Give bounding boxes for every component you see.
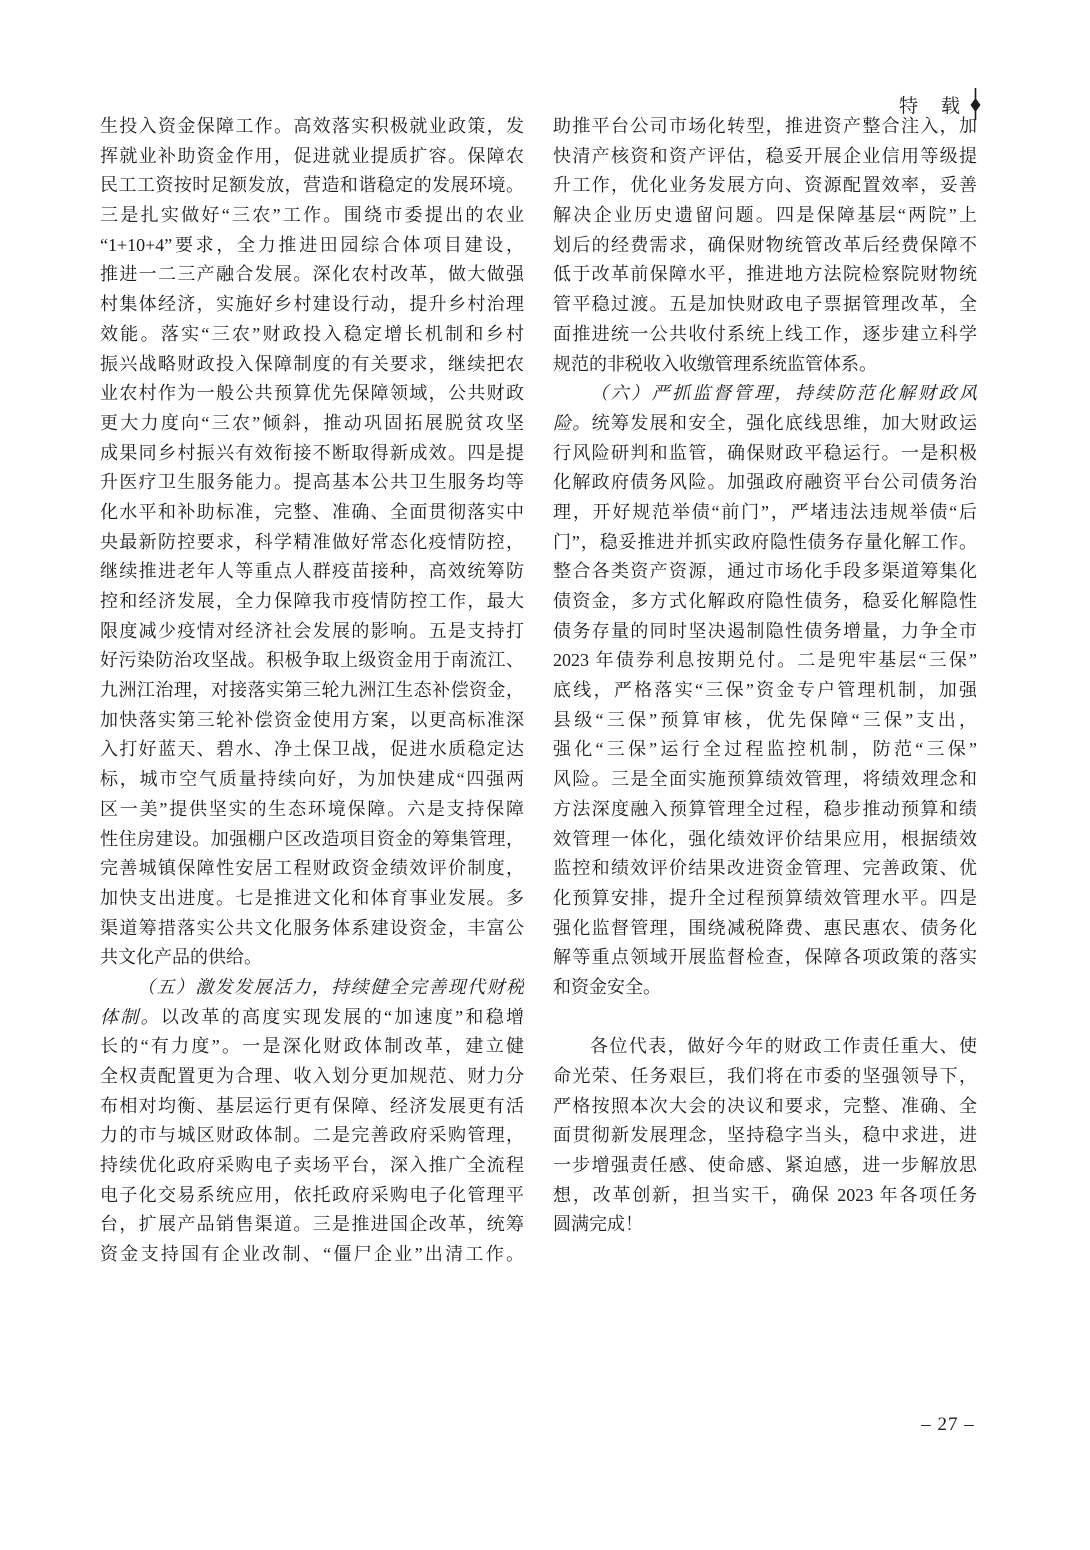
text-line: 规范的非税收入收缴管理系统监管体系。 <box>553 353 877 374</box>
section-label: 特 载 <box>898 95 962 117</box>
text-line: 持续优化政府采购电子卖场平台，深入推广全流程 <box>100 1155 524 1176</box>
text-line: 命光荣、任务艰巨，我们将在市委的坚强领导下， <box>553 1066 977 1086</box>
text-line: 各位代表，做好今年的财政工作责任重大、使 <box>590 1036 977 1057</box>
text-line: （六）严抓监督管理，持续防范化解财政风 <box>590 383 977 404</box>
left-text-column <box>100 112 524 1270</box>
text-line: 解决企业历史遗留问题。四是保障基层“两院”上 <box>553 205 977 226</box>
text-line: 解等重点领域开展监督检查，保障各项政策的落实 <box>553 947 977 968</box>
text-line: 布相对均衡、基层运行更有保障、经济发展更有活 <box>100 1095 524 1116</box>
text-line: 化水平和补助标准，完整、准确、全面贯彻落实中 <box>100 501 524 522</box>
text-line: 台，扩展产品销售渠道。三是推进国企改革，统筹 <box>100 1214 524 1235</box>
text-line: 长的“有力度”。一是深化财政体制改革，建立健 <box>100 1036 524 1057</box>
text-line: 控和经济发展，全力保障我市疫情防控工作，最大 <box>100 591 524 611</box>
text-line: 助推平台公司市场化转型，推进资产整合注入，加 <box>553 116 977 136</box>
text-line: 成果同乡村振兴有效衔接不断取得新成效。四是提 <box>100 442 524 463</box>
text-line: 升医疗卫生服务能力。提高基本公共卫生服务均等 <box>100 472 524 493</box>
text-line: 升工作，优化业务发展方向、资源配置效率，妥善 <box>553 175 977 196</box>
text-line: 风险。三是全面实施预算绩效管理，将绩效理念和 <box>553 769 977 790</box>
text-line: 更大力度向“三农”倾斜，推动巩固拓展脱贫攻坚 <box>100 412 524 433</box>
text-line: 效能。落实“三农”财政投入稳定增长机制和乡村 <box>100 323 524 344</box>
text-line: 好污染防治攻坚战。积极争取上级资金用于南流江、 <box>100 650 524 671</box>
text-line: 入打好蓝天、碧水、净土保卫战，促进水质稳定达 <box>100 739 524 760</box>
text-line: 业农村作为一般公共预算优先保障领域，公共财政 <box>100 383 524 404</box>
text-line: 圆满完成！ <box>553 1214 643 1235</box>
text-line: 面贯彻新发展理念，坚持稳字当头，稳中求进，进 <box>553 1125 977 1146</box>
text-line: 三是扎实做好“三农”工作。围绕市委提出的农业 <box>100 205 524 226</box>
text-line: 九洲江治理，对接落实第三轮九洲江生态补偿资金， <box>100 680 524 701</box>
text-line: 继续推进老年人等重点人群疫苗接种，高效统筹防 <box>100 561 524 582</box>
text-line: 化解政府债务风险。加强政府融资平台公司债务治 <box>553 472 977 493</box>
text-line: 加快支出进度。七是推进文化和体育事业发展。多 <box>100 887 524 908</box>
text-line: 振兴战略财政投入保障制度的有关要求，继续把农 <box>100 353 524 374</box>
text-line: 监控和绩效评价结果改进资金管理、完善政策、优 <box>553 858 977 879</box>
page-number: – 27 – <box>921 1414 975 1435</box>
text-line: 化预算安排，提升全过程预算绩效管理水平。四是 <box>553 887 977 908</box>
text-line: 标，城市空气质量持续向好，为加快建成“四强两 <box>100 769 524 790</box>
text-line: 民工工资按时足额发放，营造和谐稳定的发展环境。 <box>100 175 524 196</box>
text-line: 推进一二三产融合发展。深化农村改革，做大做强 <box>100 264 524 285</box>
text-line: 效管理一体化，强化绩效评价结果应用，根据绩效 <box>553 828 977 849</box>
text-line: 力的市与城区财政体制。二是完善政府采购管理， <box>100 1125 524 1146</box>
text-line: 一步增强责任感、使命感、紧迫感，进一步解放思 <box>553 1155 977 1176</box>
text-line: 整合各类资产资源，通过市场化手段多渠道筹集化 <box>553 561 977 582</box>
right-text-column <box>553 112 977 1240</box>
text-line: 县级“三保”预算审核，优先保障“三保”支出， <box>553 709 977 730</box>
text-line: 资金支持国有企业改制、“僵尸企业”出清工作。 <box>100 1244 524 1265</box>
text-line: 全权责配置更为合理、收入划分更加规范、财力分 <box>100 1066 524 1086</box>
text-line: 底线，严格落实“三保”资金专户管理机制，加强 <box>553 680 977 701</box>
text-line: 2023 年债券利息按期兑付。二是兜牢基层“三保” <box>553 650 977 671</box>
text-line: 限度减少疫情对经济社会发展的影响。五是支持打 <box>100 620 524 641</box>
text-line: 加快落实第三轮补偿资金使用方案，以更高标准深 <box>100 709 524 730</box>
text-line <box>553 1003 977 1033</box>
text-line: 方法深度融入预算管理全过程，稳步推动预算和绩 <box>553 798 977 819</box>
text-line: 强化监督管理，围绕减税降费、惠民惠农、债务化 <box>553 917 977 938</box>
text-line: “1+10+4”要求，全力推进田园综合体项目建设， <box>100 234 524 255</box>
text-line: 面推进统一公共收付系统上线工作，逐步建立科学 <box>553 323 977 344</box>
text-line: 渠道筹措落实公共文化服务体系建设资金，丰富公 <box>100 917 524 938</box>
text-line: 低于改革前保障水平，推进地方法院检察院财物统 <box>553 264 977 285</box>
text-line: 债资金，多方式化解政府隐性债务，稳妥化解隐性 <box>553 591 977 611</box>
text-line: 行风险研判和监管，确保财政平稳运行。一是积极 <box>553 442 977 463</box>
text-line: 性住房建设。加强棚户区改造项目资金的筹集管理， <box>100 828 524 849</box>
text-line: （五）激发发展活力，持续健全完善现代财税 <box>137 976 524 997</box>
text-line: 完善城镇保障性安居工程财政资金绩效评价制度， <box>100 858 524 879</box>
text-line: 和资金安全。 <box>553 976 661 997</box>
text-line: 村集体经济，实施好乡村建设行动，提升乡村治理 <box>100 294 524 315</box>
text-line: 门”，稳妥推进并抓实政府隐性债务存量化解工作。 <box>553 531 977 552</box>
text-line: 区一美”提供坚实的生态环境保障。六是支持保障 <box>100 798 524 819</box>
text-line: 央最新防控要求，科学精准做好常态化疫情防控， <box>100 531 524 552</box>
text-line: 生投入资金保障工作。高效落实积极就业政策，发 <box>100 116 524 136</box>
text-line: 险。统筹发展和安全，强化底线思维，加大财政运 <box>553 412 977 433</box>
text-line: 债务存量的同时坚决遏制隐性债务增量，力争全市 <box>553 620 977 641</box>
text-line: 想，改革创新，担当实干，确保 2023 年各项任务 <box>553 1184 977 1205</box>
text-line: 理，开好规范举债“前门”，严堵违法违规举债“后 <box>553 501 977 522</box>
text-line: 电子化交易系统应用，依托政府采购电子化管理平 <box>100 1184 524 1205</box>
text-line: 强化“三保”运行全过程监控机制，防范“三保” <box>553 739 977 760</box>
text-line: 严格按照本次大会的决议和要求，完整、准确、全 <box>553 1095 977 1116</box>
text-line: 划后的经费需求，确保财物统管改革后经费保障不 <box>553 234 977 255</box>
text-line: 管平稳过渡。五是加快财政电子票据管理改革，全 <box>553 294 977 315</box>
text-line: 体制。以改革的高度实现发展的“加速度”和稳增 <box>100 1006 524 1027</box>
text-line: 挥就业补助资金作用，促进就业提质扩容。保障农 <box>100 145 524 166</box>
text-line: 快清产核资和资产评估，稳妥开展企业信用等级提 <box>553 145 977 166</box>
text-line: 共文化产品的供给。 <box>100 947 262 968</box>
